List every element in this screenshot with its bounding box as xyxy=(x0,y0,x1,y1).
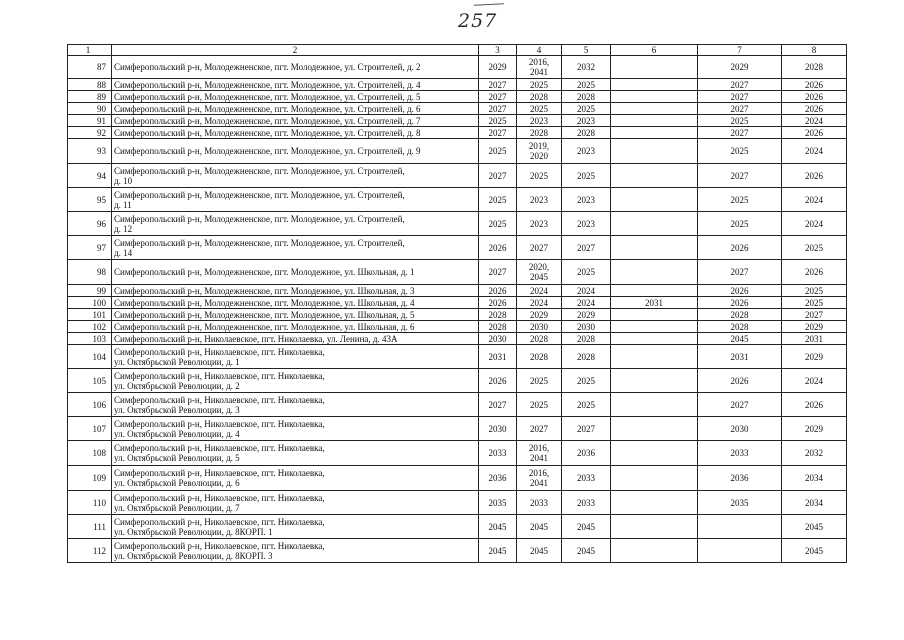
row-number: 87 xyxy=(68,56,112,79)
header-col-4: 4 xyxy=(517,45,562,56)
table-row xyxy=(68,115,847,127)
row-col-4: 2023 xyxy=(517,188,562,212)
header-col-5: 5 xyxy=(562,45,611,56)
row-address: Симферопольский р-н, Николаевское, пгт. Николаевка, ул. Октябрьской Революции, д. 4 xyxy=(112,417,479,441)
table-row xyxy=(68,345,847,369)
row-col-4: 2025 xyxy=(517,393,562,417)
row-address: Симферопольский р-н, Молодежненское, пгт. Молодежное, ул. Школьная, д. 6 xyxy=(112,321,479,333)
row-col-3: 2025 xyxy=(479,212,517,236)
row-col-3: 2027 xyxy=(479,91,517,103)
row-col-8: 2026 xyxy=(782,103,847,115)
row-col-4: 2030 xyxy=(517,321,562,333)
row-col-7: 2027 xyxy=(698,103,782,115)
row-address: Симферопольский р-н, Молодежненское, пгт. Молодежное, ул. Строителей, д. 4 xyxy=(112,79,479,91)
row-col-5: 2025 xyxy=(562,260,611,285)
row-number: 101 xyxy=(68,309,112,321)
row-col-6 xyxy=(611,369,698,393)
row-col-7: 2028 xyxy=(698,321,782,333)
row-col-5: 2023 xyxy=(562,212,611,236)
row-col-3: 2045 xyxy=(479,539,517,563)
table-row xyxy=(68,515,847,539)
row-number: 103 xyxy=(68,333,112,345)
table-row xyxy=(68,91,847,103)
row-col-5: 2023 xyxy=(562,188,611,212)
header-col-6: 6 xyxy=(611,45,698,56)
row-address: Симферопольский р-н, Молодежненское, пгт. Молодежное, ул. Школьная, д. 5 xyxy=(112,309,479,321)
row-col-3: 2035 xyxy=(479,491,517,515)
row-col-6 xyxy=(611,321,698,333)
table-row xyxy=(68,188,847,212)
row-col-6 xyxy=(611,393,698,417)
row-address: Симферопольский р-н, Николаевское, пгт. Николаевка, ул. Октябрьской Революции, д. 3 xyxy=(112,393,479,417)
row-col-5: 2028 xyxy=(562,333,611,345)
table-row xyxy=(68,539,847,563)
row-col-7 xyxy=(698,539,782,563)
row-address: Симферопольский р-н, Николаевское, пгт. Николаевка, ул. Октябрьской Революции, д. 5 xyxy=(112,441,479,466)
row-col-6 xyxy=(611,260,698,285)
table-row xyxy=(68,491,847,515)
row-col-5: 2028 xyxy=(562,91,611,103)
row-col-3: 2036 xyxy=(479,466,517,491)
row-number: 96 xyxy=(68,212,112,236)
row-col-7: 2025 xyxy=(698,212,782,236)
row-col-7: 2026 xyxy=(698,369,782,393)
row-col-5: 2033 xyxy=(562,466,611,491)
table-row xyxy=(68,441,847,466)
row-col-4: 2016, 2041 xyxy=(517,441,562,466)
row-col-7: 2027 xyxy=(698,91,782,103)
row-number: 95 xyxy=(68,188,112,212)
row-col-6 xyxy=(611,417,698,441)
row-col-4: 2025 xyxy=(517,369,562,393)
row-col-4: 2023 xyxy=(517,115,562,127)
row-col-8: 2026 xyxy=(782,79,847,91)
row-col-8: 2034 xyxy=(782,491,847,515)
row-col-7: 2045 xyxy=(698,333,782,345)
table-row xyxy=(68,260,847,285)
row-number: 92 xyxy=(68,127,112,139)
row-number: 110 xyxy=(68,491,112,515)
row-col-8: 2032 xyxy=(782,441,847,466)
row-address: Симферопольский р-н, Молодежненское, пгт. Молодежное, ул. Строителей, д. 2 xyxy=(112,56,479,79)
row-number: 100 xyxy=(68,297,112,309)
row-number: 102 xyxy=(68,321,112,333)
row-col-4: 2045 xyxy=(517,539,562,563)
row-number: 97 xyxy=(68,236,112,260)
row-col-7: 2026 xyxy=(698,285,782,297)
table-row xyxy=(68,164,847,188)
schedule-table xyxy=(67,44,847,563)
row-col-7: 2025 xyxy=(698,188,782,212)
table-row xyxy=(68,56,847,79)
row-col-7: 2027 xyxy=(698,79,782,91)
row-col-4: 2027 xyxy=(517,236,562,260)
table-row xyxy=(68,285,847,297)
table-row xyxy=(68,127,847,139)
row-address: Симферопольский р-н, Николаевское, пгт. Николаевка, ул. Октябрьской Революции, д. 2 xyxy=(112,369,479,393)
row-col-5: 2032 xyxy=(562,56,611,79)
row-number: 99 xyxy=(68,285,112,297)
row-col-7: 2026 xyxy=(698,236,782,260)
table-row xyxy=(68,236,847,260)
row-col-8: 2024 xyxy=(782,139,847,164)
row-col-7: 2033 xyxy=(698,441,782,466)
row-col-3: 2030 xyxy=(479,333,517,345)
row-col-8: 2045 xyxy=(782,515,847,539)
page-number-strike xyxy=(474,3,504,12)
row-col-7: 2027 xyxy=(698,164,782,188)
row-col-7: 2031 xyxy=(698,345,782,369)
row-col-4: 2016, 2041 xyxy=(517,466,562,491)
row-col-4: 2029 xyxy=(517,309,562,321)
row-col-3: 2045 xyxy=(479,515,517,539)
row-col-3: 2027 xyxy=(479,260,517,285)
row-col-6 xyxy=(611,164,698,188)
row-address: Симферопольский р-н, Молодежненское, пгт. Молодежное, ул. Строителей, д. 12 xyxy=(112,212,479,236)
row-col-7: 2025 xyxy=(698,115,782,127)
row-col-3: 2025 xyxy=(479,188,517,212)
row-col-8: 2045 xyxy=(782,539,847,563)
header-col-3: 3 xyxy=(479,45,517,56)
row-col-3: 2026 xyxy=(479,236,517,260)
row-col-5: 2023 xyxy=(562,139,611,164)
row-col-3: 2031 xyxy=(479,345,517,369)
row-address: Симферопольский р-н, Молодежненское, пгт. Молодежное, ул. Школьная, д. 1 xyxy=(112,260,479,285)
row-number: 91 xyxy=(68,115,112,127)
row-number: 108 xyxy=(68,441,112,466)
row-col-5: 2027 xyxy=(562,236,611,260)
row-number: 112 xyxy=(68,539,112,563)
row-col-3: 2027 xyxy=(479,103,517,115)
row-col-6 xyxy=(611,309,698,321)
row-col-5: 2030 xyxy=(562,321,611,333)
row-col-8: 2026 xyxy=(782,393,847,417)
row-col-8: 2026 xyxy=(782,260,847,285)
row-col-5: 2036 xyxy=(562,441,611,466)
header-col-7: 7 xyxy=(698,45,782,56)
row-col-5: 2025 xyxy=(562,103,611,115)
row-col-4: 2020, 2045 xyxy=(517,260,562,285)
row-col-8: 2024 xyxy=(782,369,847,393)
row-col-6 xyxy=(611,345,698,369)
row-col-5: 2025 xyxy=(562,164,611,188)
table-row xyxy=(68,393,847,417)
row-address: Симферопольский р-н, Николаевское, пгт. Николаевка, ул. Октябрьской Революции, д. 7 xyxy=(112,491,479,515)
row-col-3: 2026 xyxy=(479,297,517,309)
row-address: Симферопольский р-н, Молодежненское, пгт. Молодежное, ул. Строителей, д. 10 xyxy=(112,164,479,188)
row-address: Симферопольский р-н, Молодежненское, пгт. Молодежное, ул. Строителей, д. 7 xyxy=(112,115,479,127)
row-address: Симферопольский р-н, Молодежненское, пгт. Молодежное, ул. Строителей, д. 14 xyxy=(112,236,479,260)
row-col-8: 2026 xyxy=(782,127,847,139)
row-col-8: 2025 xyxy=(782,285,847,297)
row-col-5: 2045 xyxy=(562,539,611,563)
table-row xyxy=(68,417,847,441)
row-col-8: 2029 xyxy=(782,321,847,333)
row-address: Симферопольский р-н, Молодежненское, пгт. Молодежное, ул. Строителей, д. 9 xyxy=(112,139,479,164)
header-col-8: 8 xyxy=(782,45,847,56)
row-col-4: 2028 xyxy=(517,333,562,345)
table-row xyxy=(68,79,847,91)
row-number: 111 xyxy=(68,515,112,539)
row-address: Симферопольский р-н, Молодежненское, пгт. Молодежное, ул. Школьная, д. 3 xyxy=(112,285,479,297)
row-col-7: 2025 xyxy=(698,139,782,164)
row-col-3: 2027 xyxy=(479,164,517,188)
row-address: Симферопольский р-н, Николаевское, пгт. Николаевка, ул. Октябрьской Революции, д. 8КОРП. 3 xyxy=(112,539,479,563)
row-col-8: 2024 xyxy=(782,115,847,127)
row-number: 106 xyxy=(68,393,112,417)
table-row xyxy=(68,309,847,321)
row-number: 90 xyxy=(68,103,112,115)
row-col-3: 2026 xyxy=(479,285,517,297)
row-col-4: 2027 xyxy=(517,417,562,441)
row-col-6 xyxy=(611,115,698,127)
row-col-3: 2025 xyxy=(479,115,517,127)
row-col-6 xyxy=(611,491,698,515)
row-col-4: 2019, 2020 xyxy=(517,139,562,164)
row-col-4: 2024 xyxy=(517,285,562,297)
row-col-4: 2033 xyxy=(517,491,562,515)
table-row xyxy=(68,212,847,236)
row-col-4: 2025 xyxy=(517,164,562,188)
row-col-8: 2025 xyxy=(782,236,847,260)
table-row xyxy=(68,466,847,491)
row-col-6 xyxy=(611,79,698,91)
row-col-5: 2033 xyxy=(562,491,611,515)
row-col-5: 2028 xyxy=(562,127,611,139)
row-col-6 xyxy=(611,466,698,491)
row-col-4: 2025 xyxy=(517,103,562,115)
row-col-7: 2026 xyxy=(698,297,782,309)
row-number: 88 xyxy=(68,79,112,91)
row-col-6 xyxy=(611,236,698,260)
row-col-4: 2023 xyxy=(517,212,562,236)
row-col-6 xyxy=(611,103,698,115)
row-number: 93 xyxy=(68,139,112,164)
row-col-3: 2028 xyxy=(479,309,517,321)
row-col-5: 2025 xyxy=(562,393,611,417)
row-address: Симферопольский р-н, Николаевское, пгт. Николаевка, ул. Ленина, д. 43А xyxy=(112,333,479,345)
row-col-7: 2035 xyxy=(698,491,782,515)
row-address: Симферопольский р-н, Молодежненское, пгт. Молодежное, ул. Строителей, д. 11 xyxy=(112,188,479,212)
row-col-6: 2031 xyxy=(611,297,698,309)
row-col-6 xyxy=(611,515,698,539)
header-col-2: 2 xyxy=(112,45,479,56)
row-col-5: 2028 xyxy=(562,345,611,369)
table-header-row xyxy=(68,45,847,56)
row-address: Симферопольский р-н, Николаевское, пгт. Николаевка, ул. Октябрьской Революции, д. 6 xyxy=(112,466,479,491)
row-col-5: 2045 xyxy=(562,515,611,539)
row-col-3: 2033 xyxy=(479,441,517,466)
table-body xyxy=(68,56,847,563)
row-col-3: 2026 xyxy=(479,369,517,393)
row-col-6 xyxy=(611,91,698,103)
table-row xyxy=(68,139,847,164)
row-col-7: 2027 xyxy=(698,260,782,285)
table-row xyxy=(68,297,847,309)
row-col-6 xyxy=(611,539,698,563)
row-col-6 xyxy=(611,127,698,139)
row-col-7: 2027 xyxy=(698,393,782,417)
row-col-8: 2028 xyxy=(782,56,847,79)
row-address: Симферопольский р-н, Молодежненское, пгт. Молодежное, ул. Строителей, д. 5 xyxy=(112,91,479,103)
row-col-6 xyxy=(611,188,698,212)
row-col-4: 2045 xyxy=(517,515,562,539)
row-address: Симферопольский р-н, Молодежненское, пгт. Молодежное, ул. Школьная, д. 4 xyxy=(112,297,479,309)
row-col-8: 2026 xyxy=(782,164,847,188)
row-col-3: 2027 xyxy=(479,127,517,139)
row-col-5: 2029 xyxy=(562,309,611,321)
row-col-4: 2028 xyxy=(517,91,562,103)
table-row xyxy=(68,333,847,345)
row-col-6 xyxy=(611,333,698,345)
row-col-5: 2027 xyxy=(562,417,611,441)
row-col-6 xyxy=(611,56,698,79)
row-col-5: 2024 xyxy=(562,285,611,297)
table-row xyxy=(68,369,847,393)
row-col-4: 2016, 2041 xyxy=(517,56,562,79)
row-col-8: 2025 xyxy=(782,297,847,309)
row-col-4: 2028 xyxy=(517,127,562,139)
row-col-5: 2025 xyxy=(562,79,611,91)
row-col-8: 2024 xyxy=(782,188,847,212)
row-number: 104 xyxy=(68,345,112,369)
row-col-7: 2030 xyxy=(698,417,782,441)
row-col-4: 2028 xyxy=(517,345,562,369)
row-number: 98 xyxy=(68,260,112,285)
row-col-8: 2029 xyxy=(782,417,847,441)
row-number: 105 xyxy=(68,369,112,393)
row-col-7: 2028 xyxy=(698,309,782,321)
row-col-3: 2027 xyxy=(479,79,517,91)
table-row xyxy=(68,103,847,115)
header-col-1: 1 xyxy=(68,45,112,56)
row-col-7 xyxy=(698,515,782,539)
row-col-6 xyxy=(611,212,698,236)
row-col-6 xyxy=(611,139,698,164)
row-col-8: 2029 xyxy=(782,345,847,369)
page-number xyxy=(458,10,497,32)
row-number: 94 xyxy=(68,164,112,188)
row-col-3: 2029 xyxy=(479,56,517,79)
row-col-5: 2024 xyxy=(562,297,611,309)
row-col-7: 2036 xyxy=(698,466,782,491)
row-col-8: 2034 xyxy=(782,466,847,491)
row-col-5: 2025 xyxy=(562,369,611,393)
row-address: Симферопольский р-н, Молодежненское, пгт. Молодежное, ул. Строителей, д. 8 xyxy=(112,127,479,139)
row-address: Симферопольский р-н, Николаевское, пгт. Николаевка, ул. Октябрьской Революции, д. 8КОРП. 1 xyxy=(112,515,479,539)
row-number: 89 xyxy=(68,91,112,103)
table-row xyxy=(68,321,847,333)
row-col-8: 2031 xyxy=(782,333,847,345)
row-col-6 xyxy=(611,285,698,297)
row-col-8: 2026 xyxy=(782,91,847,103)
row-col-3: 2027 xyxy=(479,393,517,417)
row-col-7: 2029 xyxy=(698,56,782,79)
page-number-text: 257 xyxy=(458,10,498,32)
row-number: 107 xyxy=(68,417,112,441)
row-number: 109 xyxy=(68,466,112,491)
row-col-7: 2027 xyxy=(698,127,782,139)
row-col-4: 2025 xyxy=(517,79,562,91)
row-address: Симферопольский р-н, Молодежненское, пгт. Молодежное, ул. Строителей, д. 6 xyxy=(112,103,479,115)
row-col-8: 2027 xyxy=(782,309,847,321)
row-col-3: 2025 xyxy=(479,139,517,164)
row-col-3: 2028 xyxy=(479,321,517,333)
row-col-3: 2030 xyxy=(479,417,517,441)
row-col-6 xyxy=(611,441,698,466)
row-address: Симферопольский р-н, Николаевское, пгт. Николаевка, ул. Октябрьской Революции, д. 1 xyxy=(112,345,479,369)
row-col-4: 2024 xyxy=(517,297,562,309)
row-col-8: 2024 xyxy=(782,212,847,236)
row-col-5: 2023 xyxy=(562,115,611,127)
